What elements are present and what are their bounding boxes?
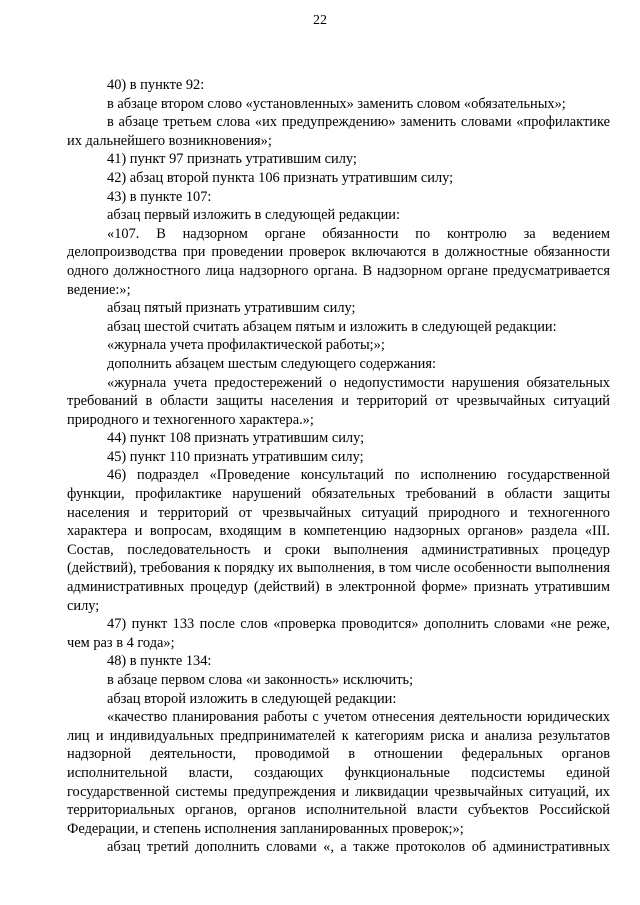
paragraph: абзац шестой считать абзацем пятым и изложить в следующей редакции: <box>107 318 557 335</box>
paragraph: «журнала учета предостережений о недопустимости нарушения обязательных требований в области защиты населения и территорий от чрезвычайных ситуаций природного и техногенного характера.»; <box>67 374 610 428</box>
paragraph: дополнить абзацем шестым следующего содержания: <box>107 355 436 372</box>
paragraph: «качество планирования работы с учетом отнесения деятельности юридических лиц и индивидуальных предпринимателей к категориям риска и анализа результатов надзорной деятельности, проводимой в отношении федеральных органов исполнительной власти, создающих функциональные подсистемы единой государственной системы предупреждения и ликвидации чрезвычайных ситуаций, их территориальных органов, органов исполнительной власти субъектов Российской Федерации, и степень исполнения запланированных проверок;»; <box>67 709 610 837</box>
paragraph: 40) в пункте 92: <box>107 77 205 93</box>
paragraph: «журнала учета профилактической работы;»; <box>107 337 385 354</box>
paragraph: «107. В надзорном органе обязанности по контролю за ведением делопроизводства при проведении проверок включаются в должностные обязанности одного должностного лица надзорного органа. В надзорном органе предусматривается ведение:»; <box>67 225 610 298</box>
paragraph: абзац третий дополнить словами «, а также протоколов об административных <box>107 839 610 856</box>
paragraph: абзац первый изложить в следующей редакции: <box>107 207 401 224</box>
paragraph: в абзаце третьем слова «их предупреждению» заменить словами «профилактике их дальнейшего возникновения»; <box>67 114 610 149</box>
paragraph: абзац пятый признать утратившим силу; <box>107 300 356 317</box>
paragraph: 48) в пункте 134: <box>107 653 212 670</box>
paragraph: 44) пункт 108 признать утратившим силу; <box>107 430 365 447</box>
paragraph: в абзаце втором слово «установленных» заменить словом «обязательных»; <box>107 95 566 112</box>
paragraph: в абзаце первом слова «и законность» исключить; <box>107 672 414 688</box>
paragraph: 46) подраздел «Проведение консультаций по исполнению государственной функции, профилактике нарушений обязательных требований в области защиты населения и территорий от чрезвычайных ситуаций природного и техногенного характера и вопросам, входящим в компетенцию надзорных органов» раздела «III. Состав, последовательность и сроки выполнения административных процедур (действий), требования к порядку их выполнения, в том числе особенности выполнения административных процедур (действий) в электронной форме» признать утратившим силу; <box>67 467 610 614</box>
paragraph: 42) абзац второй пункта 106 признать утратившим силу; <box>107 169 454 186</box>
paragraph: 41) пункт 97 признать утратившим силу; <box>107 151 357 168</box>
paragraph: 43) в пункте 107: <box>107 188 212 205</box>
page-number: 22 <box>313 13 327 28</box>
document-body <box>67 76 610 857</box>
paragraph: 45) пункт 110 признать утратившим силу; <box>107 448 364 465</box>
paragraph: 47) пункт 133 после слов «проверка проводится» дополнить словами «не реже, чем раз в 4 года»; <box>67 616 610 651</box>
paragraph: абзац второй изложить в следующей редакции: <box>107 690 397 707</box>
